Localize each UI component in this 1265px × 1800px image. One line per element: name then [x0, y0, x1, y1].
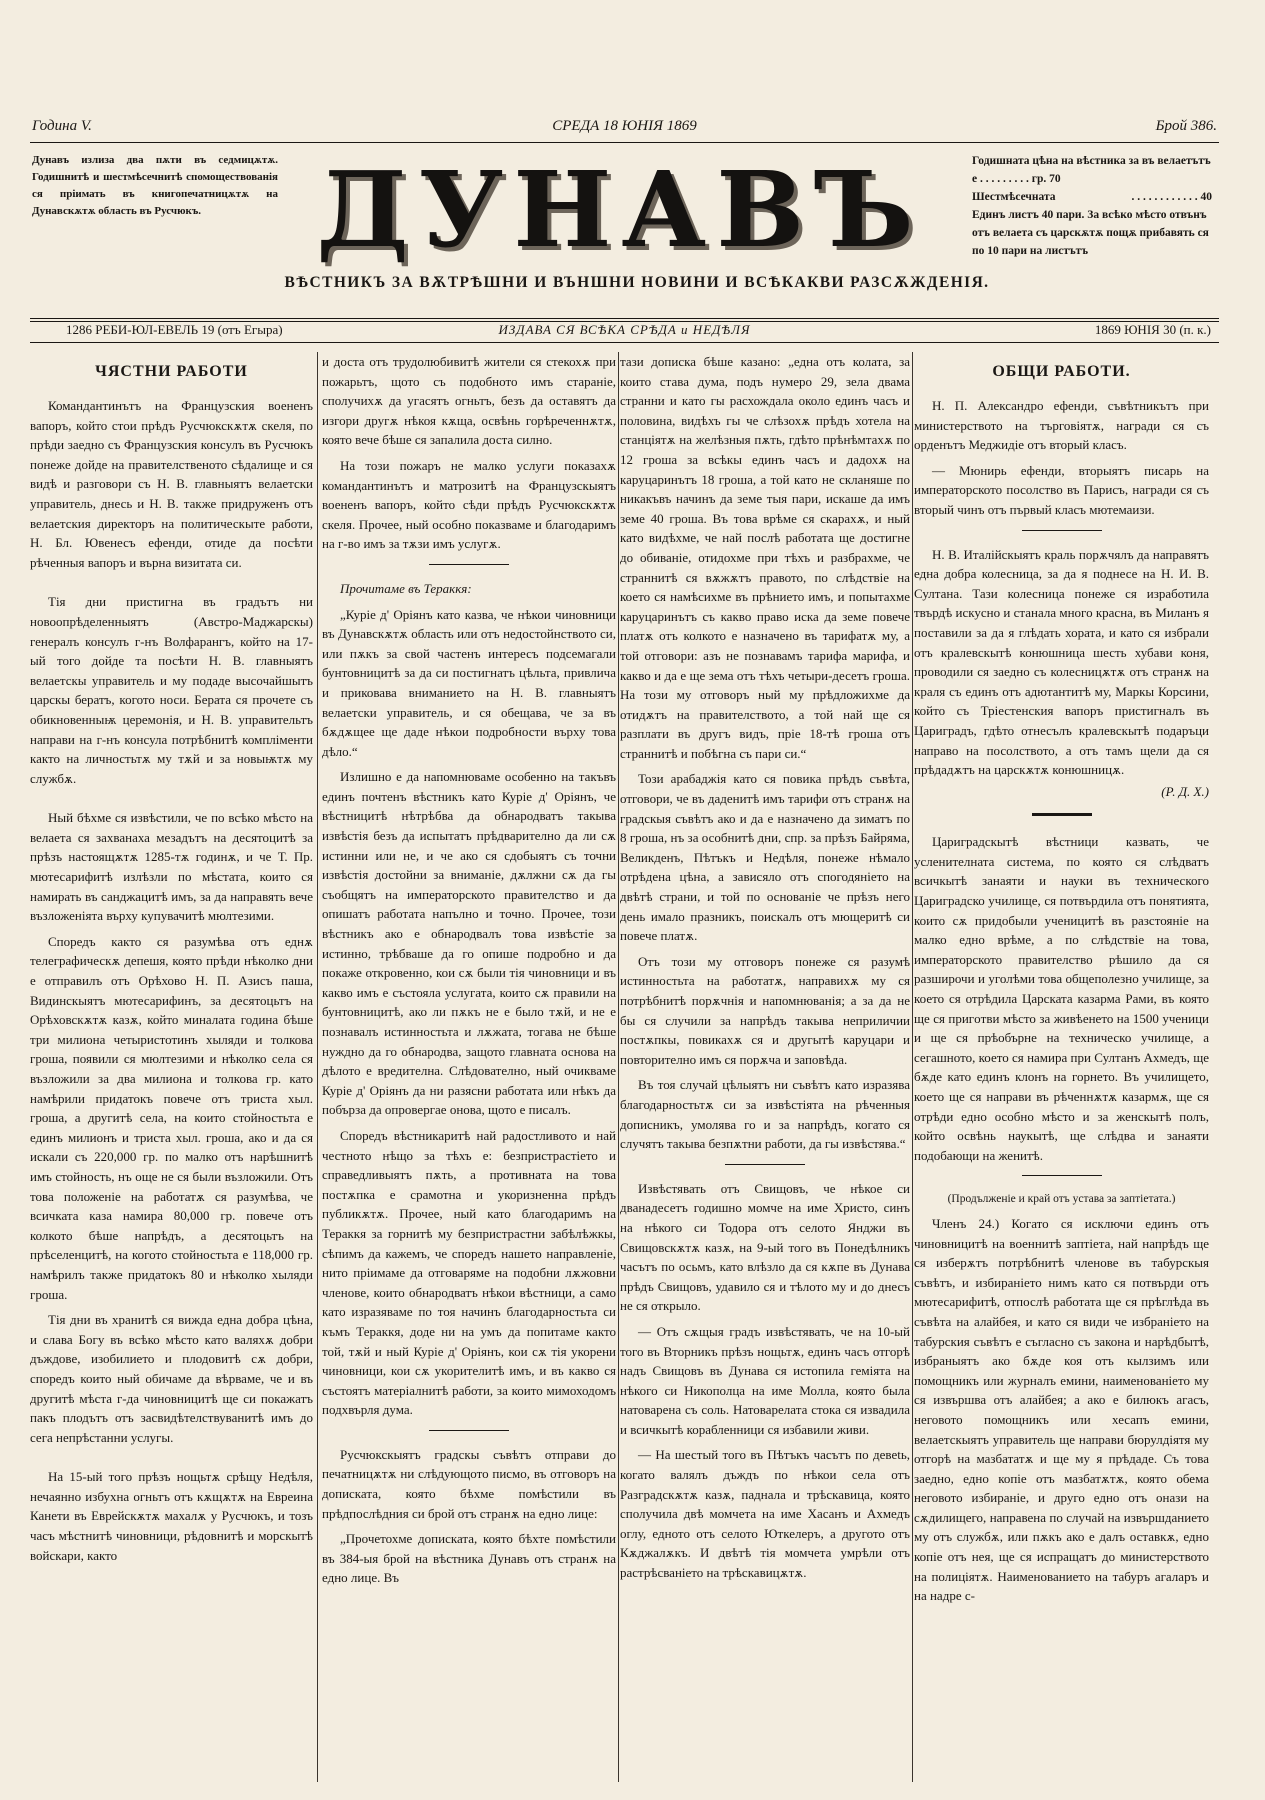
article-paragraph: тази дописка бѣше казано: „една отъ колата, за които става дума, подъ нумеро 29, зела двама странни и като гы расхождала около единъ часъ и половина, видѣхъ гы че слѣзохѫ прѣдъ хотела на станціятѫ на желѣзныя пѫть, гдѣто прѣнѣмтахѫ по 12 гроша за всѣкы единъ часъ и дадохѫ на каруцаринътъ 18 гроша, а той като не скланяше по никакъвъ начинъ да земе тыя пари, искаше да имъ земе 40 гроша. Въ това врѣме ся скарахѫ, и ный като видѣхме, че най послѣ работата ще достигне до обиваніе, отидохме при тѣхъ и разбрахме, че страннитѣ ся вѫжѫтъ правото, по слѣдствіе на което ся намѣсихме въ прѣнието имъ, и попытахме каруцаринътъ съ какво право иска да земе повече платѫ отъ колкото е назначено въ тарифатѫ му, а той отговори: азъ не познавамъ тарифа марифа, и какво и да е ще зема отъ тѣхъ четыри-десетъ гроша. На този му отговоръ ный му прѣдложихме да отидѫтъ на правителството, а той най ще ся разплати въ другъ видъ, прiе 18-тѣ гроша отъ страннитѣ и побѣгна съ пари си.“: [620, 354, 910, 761]
price-half-row: Шестмѣсечната . . . . . . . . . . . . 40: [972, 191, 1212, 203]
price-intro: Годишната цѣна на вѣстника за въ велаетътъ е . . . . . . . . . гр. 70: [972, 155, 1211, 185]
right-price-notice: [972, 152, 1212, 260]
masthead: [300, 150, 940, 290]
info-rule: [30, 342, 1219, 343]
article-paragraph: На този пожаръ не малко услуги показахѫ командантинътъ и матрозитѣ на Французскыятъ воененъ вапоръ, който сѣди прѣдъ Русчюкскѫтѫ скеля. Прочее, ный особно показваме и благодаримъ на г-во имъ за тѫзи имъ услугѫ.: [322, 457, 616, 552]
article-paragraph: — Отъ сѫщыя градъ извѣстявать, че на 10-ый того въ Вторникъ прѣзъ нощьтѫ, единъ часъ отгорѣ надъ Свищовъ въ Дунава ся истопила геміята на нѣкого си Никополца на име Молла, която была натоварена съ соль. Натоварелата стока ся извадила и всичкытѣ корабленници ся избавили живи.: [620, 1323, 910, 1437]
article-paragraph: На 15-ый того прѣзъ нощьтѫ срѣщу Недѣля, нечаянно избухна огньтъ отъ кѫщѫтѫ на Евреина Канети въ Еврейскѫтѫ махалѫ у Русчюкъ, и тозъ часъ мѣстнитѣ чиновници, рѣдовнитѣ и морскытѣ войскари, както: [30, 1469, 313, 1563]
separator-rule: [1022, 530, 1102, 531]
top-meta-line: [32, 118, 1217, 140]
article-paragraph: — Мюнирь ефенди, вторыятъ писарь на императорското посолство въ Парисъ, награди ся съ вторый чинъ отъ първый класъ мютемаизи.: [914, 462, 1209, 517]
article-paragraph: „Курiе д' Орiянъ като казва, че нѣкои чиновници въ Дунавскѫтѫ область или отъ недостойнството си, или пѫкъ за свой частенъ интересъ подсемагали бунтовницитѣ за да си постигнатъ цѣльта, привлича и приковава вниманието на Н. В. главныятъ велаетски управитель, и ся обещава, че за въ бѫдѫщее ще даде нѣкои подробности върху това дѣло.“: [322, 606, 616, 759]
article-paragraph: Въ тоя случай цѣлыятъ ни съвѣтъ като изразява благодарностьтѫ си за извѣстіята на рѣченныя дописникъ, умолява го и за напрѣдъ, когато ся случятъ такыва безпѫтни работи, да гы извѣстява.“: [620, 1077, 910, 1152]
article-paragraph: Членъ 24.) Когато ся исключи единъ отъ чиновницитѣ на военнитѣ заптіета, най напрѣдъ ще ся изберѫтъ потрѣбнитѣ членове въ табурскыя съвѣтъ, и избираніето нимъ като ся потвърди отъ мютесарифитѣ, отпослѣ работата ще ся прѣглѣда въ съвѣта на алайбея, и като ся види че избраніето на табурския съвѣтъ е съгласно съ закона и нарѣдбытѣ, избраныятъ ако бѫде коя отъ кылзимъ или помощникъ или журналъ емини, наименованіето му ся извършва отъ алайбея; а ако е билюкъ агасъ, неговото помощникъ или хесапъ емини, велаетскыятъ управитель ще направи бюрулдіятя му отгорѣ на мазбататѫ и ще му я прѣдаде. Съ това заедно, едно копіе отъ мазбатѫтѫ, която обема неговото избираніе, и друго едно отъ онази на сѫдилищего, направена по случай на извършданието му отъ службѫ, или пѫкъ ако е далъ оставкѫ, едно копіе отъ нея, ще ся испращатъ до министерството на полиціятѫ. Наименованието на табуръ агаларъ и на надре с-: [914, 1215, 1209, 1604]
price-text: Единъ листъ 40 пари. За всѣко мѣсто отвънъ отъ велаета съ царскѫтѫ пощѫ прибавять ся по 10 пари на листътъ: [972, 209, 1209, 257]
article-paragraph: Н. В. Италійскыятъ краль порѫчялъ да направятъ една добра колесница, за да я поднесе на Н. И. В. Султана. Тази колесница понеже ся изработила твърдѣ искусно и станала много красна, въ Миланъ я поставили за да я глѣдать хората, и като ся избрали отъ кралевскытѣ конюшница шесть хубави коня, проводили ся заедно съ колесницѫтѫ отъ странѫ на краля съ единъ отъ адютантитѣ му, Маркы Корсини, който съ Тріестенския вапоръ пристигналъ въ Цариградъ, гдѣто отнесълъ кралевскытѣ подаръци направо на посолството, а отъ тамъ щели да ся прѣдадѫтъ на царскѫтѫ конюшницѫ.: [914, 546, 1209, 778]
article-paragraph: Отъ този му отговоръ понеже ся разумѣ истинностьта на работатѫ, направихѫ му ся потрѣбнитѣ порѫчнія и напомнюванія; а за да не бы ся случили за напрѣдъ такыва неприличии постѫпкы, повикахѫ ся и другытѣ каруцари и повторително имъ ся порѫча и заповѣда.: [620, 953, 910, 1067]
article-paragraph: Споредъ вѣстникаритѣ най радостливото и най честното нѣщо за тѣхъ е: безпристрастiето и справедливыятъ пѫть, а противната на това постѫпка е срамотна и укоризненна прѣдъ публикѫтѫ. Прочее, ный като благодаримъ на Тераккя за горнитѣ му безпристрастни забѣлѣжкы, сѣпимъ да кажемъ, че споредъ нашето направленіе, нито пріимаме да отговаряме на подобни лѫжовни членове, които обнародватъ нѣкои вѣстници, а само като изразяваме по тоя начинъ благодарностьта си къмъ Тераккя, доде ни на умъ да попитаме както той, тѫй и ный Курiе д' Орiянъ, кои сѫ тія укорени чиновници, кои сѫ укорителитѣ имъ, и въ какво ся състоятъ матеріалнитѣ работи, за които мимоходомъ подхвърля дума.: [322, 1127, 616, 1418]
article-paragraph: Тія дни пристигна въ градътъ ни новоопрѣделенныятъ (Австро-Маджарскы) генералъ консулъ г-нъ Волфарангъ, който на 17-ый того дойде та посѣти Н. В. главныятъ велаетскы управитель и му подаде высочайшытъ царскы бератъ, когото носи. Берата ся прочете съ обикновенныѭ церемонія, и Н. В. управительтъ направи на г-нъ консула потрѣбнитѣ компліменти както на личностьтѫ му тѫй и за новыѭтѫ му службѫ.: [30, 594, 313, 786]
column-rule: [912, 352, 913, 1782]
separator-rule: [725, 1164, 805, 1165]
article-paragraph: Русчюкскыятъ градскы съвѣтъ отправи до печатницѫтѫ ни слѣдующото писмо, въ отговоръ на дописката, която бѣхме помѣстили въ прѣдпослѣдния си брой отъ странѫ на едно лице:: [322, 1446, 616, 1521]
gregorian-date: 1869 ЮНІЯ 30 (п. к.): [1094, 322, 1211, 337]
article-paragraph: Ный бѣхме ся извѣстили, че по всѣко мѣсто на велаета ся захванаха мезадътъ на десятоцитѣ за прѣзъ настоящѫтѫ 1285-тѫ годинѫ, и че Т. Пр. мютесарифитѣ излѣзли по мѣстата, които ся намирать въ санджацитѣ имъ, за да направять вече възложеніята върху купувачитѣ мюлтезими.: [30, 810, 313, 924]
section-heading-general: ОБЩИ РАБОТИ.: [992, 363, 1131, 380]
newspaper-subtitle: ВѢСТНИКЪ ЗА ВѪТРѢШНИ И ВЪНШНИ НОВИНИ И ВСѢКАКВИ РАЗСѪЖДЕНІЯ.: [284, 274, 990, 291]
column-rule: [618, 352, 619, 1782]
separator-rule: [1022, 1175, 1102, 1176]
column-4: [914, 352, 1209, 1782]
article-paragraph: Тія дни въ хранитѣ ся вижда една добра цѣна, и слава Богу въ всѣко мѣсто като валяхѫ добри дъждове, изобилието и плодовитѣ сѫ добри, споредъ които ный обичаме да вѣрваме, че и въ другитѣ мѣста г-да чиновницитѣ ще си покажатъ пакъ плодътъ отъ засвидѣтелствуванитѣ имъ до сега непрѣстанни услугы.: [30, 1312, 313, 1445]
publication-schedule: ИЗДАВА СЯ ВСѢКА СРѢДА и НЕДѢЛЯ: [498, 322, 751, 337]
column-3: [620, 352, 910, 1782]
info-line: [32, 322, 1217, 340]
article-paragraph: Н. П. Александро ефенди, съвѣтникътъ при министерството на търговіятѫ, награди ся съ орденътъ Меджидіе отъ вторый класъ.: [914, 398, 1209, 453]
issue-label: Брой 386.: [1155, 118, 1217, 134]
left-subscription-notice: Дунавъ излиза два пѫти въ седмицѫтѫ. Годишнитѣ и шестмѣсечнитѣ спомоществованія ся пріимать въ книгопечатницѫтѫ на Дунавскѫтѫ область въ Русчюкъ.: [32, 154, 278, 217]
separator-rule: [429, 1430, 509, 1431]
article-paragraph: и доста отъ трудолюбивитѣ жители ся стекохѫ при пожарьтъ, щото съ подобното имъ стараніе, сполучихѫ да угасятъ огньтъ, безъ да оставятъ да изгори другѫ нѣкоя кѫща, освѣнь горѣреченнѫтѫ, която вече бѣше ся запалила доста силно.: [322, 354, 616, 448]
reading-intro: Прочитаме въ Тераккя:: [340, 580, 472, 596]
column-1: [30, 352, 313, 1782]
article-paragraph: Този арабаджія като ся повика прѣдъ съвѣта, отговори, че въ даденитѣ имъ тарифи отъ странѫ на градскыя съвѣтъ ако и да е назначено да зиматъ по 8 гроша, нъ за особнитѣ дни, спр. за прѣзъ Байряма, Великденъ, Пѣтъкъ и Недѣля, понеже нѣмало отрѣдена цѣна, а зависяло отъ спогодяніето на двѣтѣ страни, и той по основаніе че прѣзъ него день имало празникъ, поискалъ отъ мющеритѣ си повече платѫ.: [620, 771, 910, 944]
article-paragraph: Излишно е да напомнюваме особенно на такъвъ единъ почтенъ вѣстникъ като Курiе д' Орiянъ, че вѣстницитѣ нѣтрѣбва да обнародватъ такыва извѣстія безъ да испытатъ прѣдварително да ли сѫ истинни или не, и че ако ся сдобыятъ съ точни извѣстія достойни за вниманіе, дѫлжни сѫ да гы съобщятъ на императорското правителство и да опишатъ работата напълно и точно. Прочее, този вѣстникъ ако е обнародвалъ това извѣстіе за истинно, трѣбваше да го опише подробно и да покаже откровенно, кои сѫ были тія чиновници и въ какво имъ е състояла услугата, които сѫ правили на бунтовницитѣ, ако ли пѫкъ не е было тѫй, и не е познавалъ истинностьта и лѫжата, тогава не бѣше нуждно да го обнародва, защото главната основа на дѣлото е вредителна. Слѣдователно, ный очикваме Курiе д' Орiянъ да ни разясни работата или нѣкъ да побърза да опровергае онова, щото е писалъ.: [322, 769, 616, 1118]
hijri-date: 1286 РЕБИ-ЮЛ-ЕВЕЛЬ 19 (отъ Егыра): [66, 322, 283, 337]
year-label: Година V.: [32, 118, 92, 134]
article-paragraph: Цариградскытѣ вѣстници казвать, че усленителната система, по която ся слѣдватъ всичкытѣ занаяти и науки въ технического Цариградско училище, ся потвърдила отъ понятията, които сѫ придобыли ученицитѣ въ разстояніе на малко едно врѣме, а по слѣдствіе на това, императорското правителство рѣшило да ся разширочи и уголѣми това общеполезно училище, за което ся отрѣдила Царската казарма Рами, въ която ще ся пригoтви мѣсто за живѣенето на 1500 ученици и ще ся прѣобърне на техническо училище, а сегашното, което ся намира при Султанъ Ахмедъ, ще бѫде като единъ клонъ на горнето. Въ училището, което ще ся направи въ рѣченнѫтѫ казармѫ, ще ся отрѣди едно особно мѣсто и за женскытѣ полъ, който освѣнь наукытѣ, ще слѣдва и занаяти подобающи на женитѣ.: [914, 834, 1209, 1163]
date-label: СРЕДА 18 ЮНІЯ 1869: [552, 118, 697, 134]
separator-rule: [429, 564, 509, 565]
column-rule: [317, 352, 318, 1782]
column-2: [322, 352, 616, 1782]
separator-rule: [1032, 813, 1092, 816]
section-heading-private: ЧЯСТНИ РАБОТИ: [95, 363, 248, 380]
top-rule: [30, 142, 1219, 143]
article-paragraph: Командантинътъ на Французския воененъ вапоръ, който стои прѣдъ Русчюкскѫтѫ скеля, по прѣди заедно съ Французския консулъ въ Русчюкъ понеже дойде на правителственото сѣдалище и ся видѣ и разговори съ Н. В. главныятъ велаетски управитель, днесь и Н. В. также придруженъ отъ велаетския директоръ на политическыте работи, Н. Бл. Ювенесъ ефенди, отиде да посѣти рѣченныя вапоръ и върна визитата си.: [30, 398, 313, 570]
article-paragraph: Извѣстявать отъ Свищовъ, че нѣкое си дванадесетъ годишно момче на име Христо, синъ на нѣкого си Тодора отъ селото Янджи въ Свищовскѫтѫ казѫ, на 9-ый того въ Понедѣлникъ часътъ по осьмъ, като влѣзло да ся кѫпе въ Дунава прѣдъ Свищовъ, удавило ся и тѣлото му и до днесъ не ся открыло.: [620, 1180, 910, 1314]
article-paragraph: „Прочетохме дописката, която бѣхте помѣстили въ 384-ыя брой на вѣстника Дунавъ отъ странѫ на едно лице. Въ: [322, 1531, 616, 1586]
article-paragraph: Споредъ както ся разумѣва отъ еднѫ телеграфическѫ депешя, която прѣди нѣколко дни е отправилъ отъ Орѣхово Н. П. Азисъ паша, Видинскыятъ мютесарифинъ, за десятоцьтъ на Орѣховскѫтѫ казѫ, който миналата година бѣше три милиона четыристотинъ хыляди и толкова гроша, появили ся мюлтезими и нѣколко села ся възложили за два милиона и толкова гр. като намѣрили придатокъ повече отъ триста хыл. гроша, а другитѣ села, на които стойностьта е единъ милионъ и триста хыл. гроша, ако и да ся искали съ 220,000 гр. по малко отъ нарѣшнитѣ имъ стойность, нъ още не ся были възложили. Отъ това положеніе на работатѫ ся разумѣва, че всичката каза намира 80,000 гр. повече отъ колкото бѣше напрѣдъ, а десятоцьтъ на прѣселенцитѣ, на когото стойностьта е 118,000 гр. намѣрилъ также придатокъ 80 и нѣколко хыляди гроша.: [30, 933, 313, 1302]
continuation-note: (Продълженіе и край отъ устава за заптіетата.): [947, 1193, 1176, 1206]
newspaper-title: ДУНАВЪ: [316, 148, 924, 271]
source-signature: (Р. Д. Х.): [1161, 783, 1209, 799]
article-paragraph: — На шестый того въ Пѣтъкъ часътъ по девеtь, когато валялъ дъждъ по нѣкои села отъ Разградскѫтѫ казѫ, паднала и трѣскавица, която сполучила двѣ момчета на име Хасанъ и Ахмедъ оглу, едното отъ селото Юткелеръ, а другото отъ Кѫджалѫкъ. И двѣтѣ тія момчета умрѣли отъ растрѣсваніето на трѣскавицѫтѫ.: [620, 1447, 910, 1581]
